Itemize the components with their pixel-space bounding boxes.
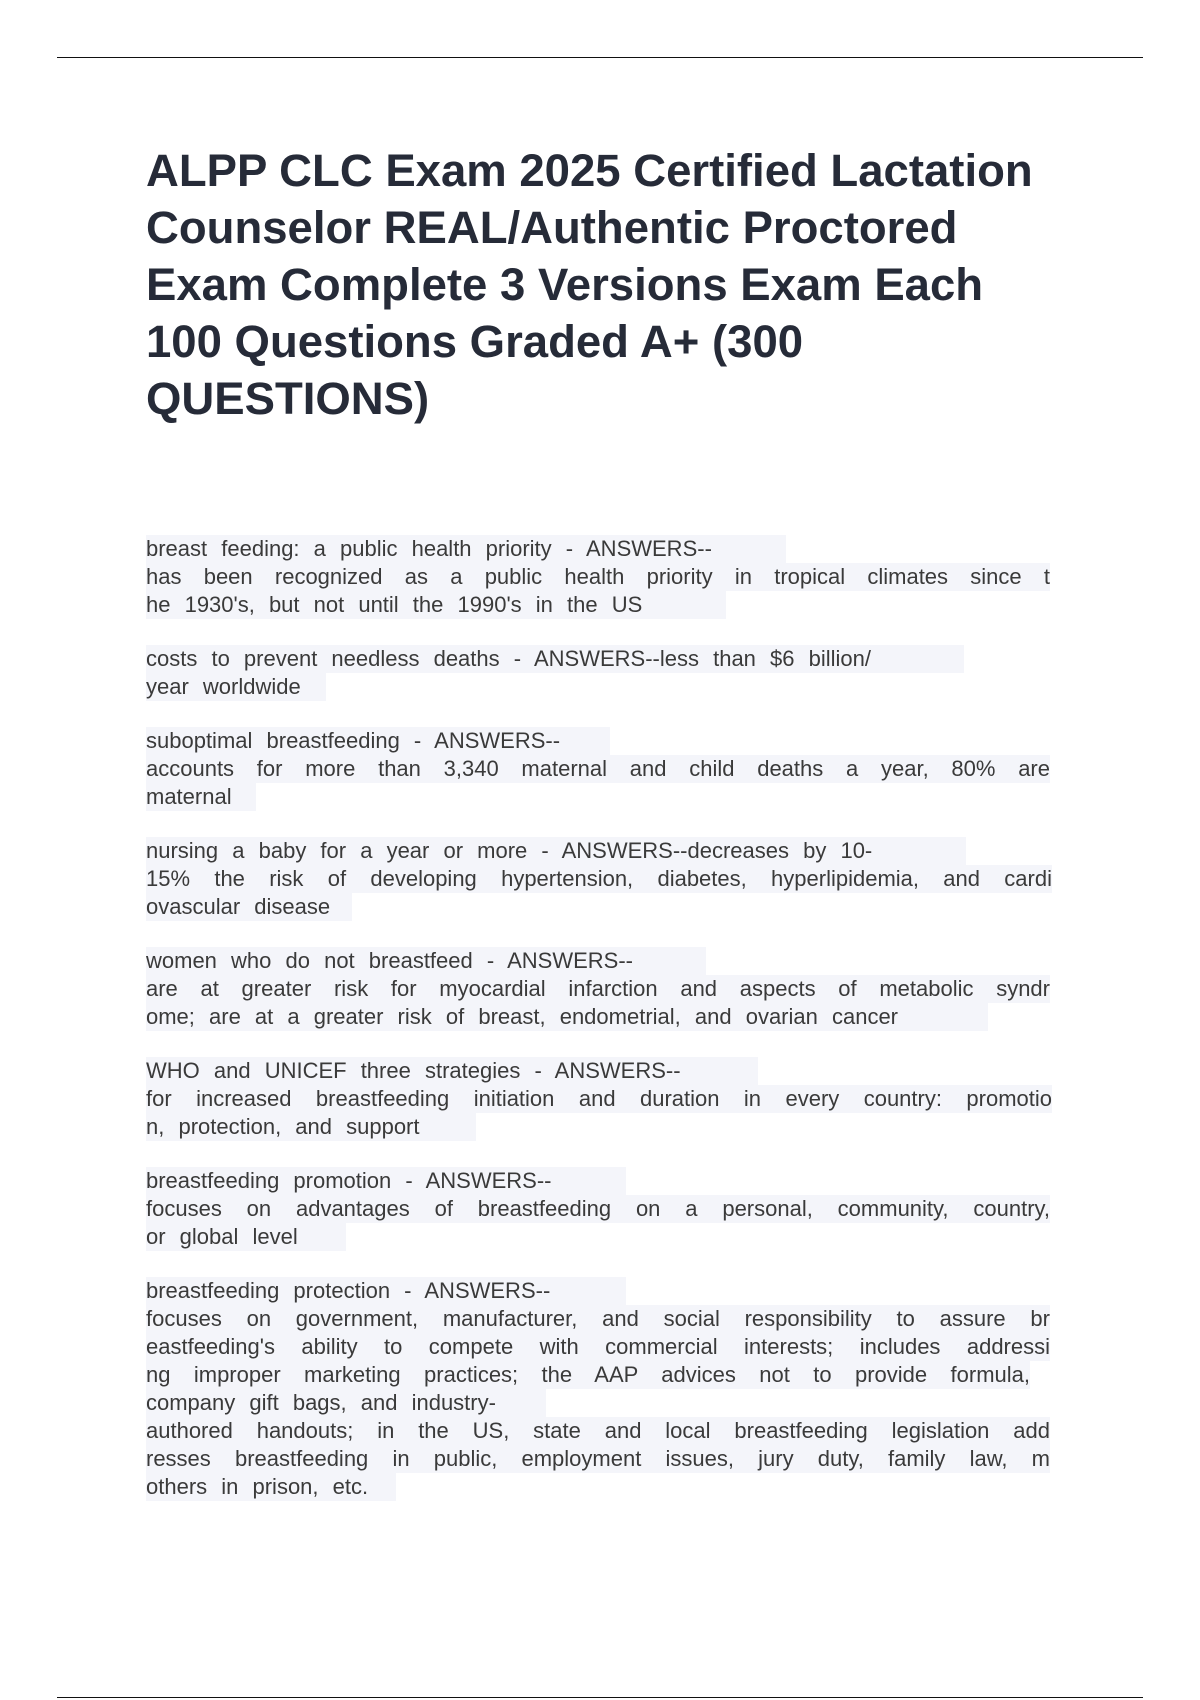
entry-line: maternal (146, 783, 256, 811)
entry-line: ovascular disease (146, 893, 352, 921)
entry-line: women who do not breastfeed - ANSWERS-- (146, 947, 706, 975)
qa-entry (146, 1167, 1054, 1251)
entry-line: suboptimal breastfeeding - ANSWERS-- (146, 727, 610, 755)
qa-entry (146, 727, 1054, 811)
entry-line: breast feeding: a public health priority - ANSWERS-- (146, 535, 786, 563)
document-body (146, 535, 1054, 1527)
entry-line: ome; are at a greater risk of breast, endometrial, and ovarian cancer (146, 1003, 988, 1031)
qa-entry (146, 1277, 1054, 1501)
qa-entry (146, 1057, 1054, 1141)
entry-line: breastfeeding protection - ANSWERS-- (146, 1277, 626, 1305)
entry-line: focuses on government, manufacturer, and social responsibility to assure br (146, 1306, 1050, 1331)
entry-line: costs to prevent needless deaths - ANSWERS--less than $6 billion/ (146, 645, 964, 673)
entry-line: accounts for more than 3,340 maternal and child deaths a year, 80% are (146, 756, 1050, 781)
entry-line: ng improper marketing practices; the AAP advices not to provide formula, (146, 1362, 1030, 1387)
entry-line: 15% the risk of developing hypertension, diabetes, hyperlipidemia, and cardi (146, 866, 1052, 891)
entry-line: breastfeeding promotion - ANSWERS-- (146, 1167, 626, 1195)
entry-line: year worldwide (146, 673, 326, 701)
qa-entry (146, 947, 1054, 1031)
qa-entry (146, 535, 1054, 619)
entry-line: eastfeeding's ability to compete with commercial interests; includes addressi (146, 1334, 1050, 1359)
document-title: ALPP CLC Exam 2025 Certified Lactation Counselor REAL/Authentic Proctored Exam Complete 3 Versions Exam Each 100 Questions Graded A+ (300 QUESTIONS) (146, 145, 1033, 424)
entry-line: or global level (146, 1223, 346, 1251)
entry-line: has been recognized as a public health priority in tropical climates since t (146, 564, 1050, 589)
qa-entry (146, 837, 1054, 921)
entry-line: WHO and UNICEF three strategies - ANSWERS-- (146, 1057, 758, 1085)
entry-line: company gift bags, and industry- (146, 1389, 546, 1417)
entry-line: resses breastfeeding in public, employment issues, jury duty, family law, m (146, 1446, 1050, 1471)
entry-line: focuses on advantages of breastfeeding on a personal, community, country, (146, 1196, 1050, 1221)
entry-line: others in prison, etc. (146, 1473, 396, 1501)
bottom-rule (57, 1697, 1143, 1698)
entry-line: are at greater risk for myocardial infarction and aspects of metabolic syndr (146, 976, 1050, 1001)
qa-entry (146, 645, 1054, 701)
entry-line: he 1930's, but not until the 1990's in the US (146, 591, 726, 619)
entry-line: for increased breastfeeding initiation and duration in every country: promotio (146, 1086, 1052, 1111)
entry-line: nursing a baby for a year or more - ANSWERS--decreases by 10- (146, 837, 966, 865)
top-rule (57, 57, 1143, 58)
entry-line: n, protection, and support (146, 1113, 476, 1141)
entry-line: authored handouts; in the US, state and local breastfeeding legislation add (146, 1418, 1050, 1443)
